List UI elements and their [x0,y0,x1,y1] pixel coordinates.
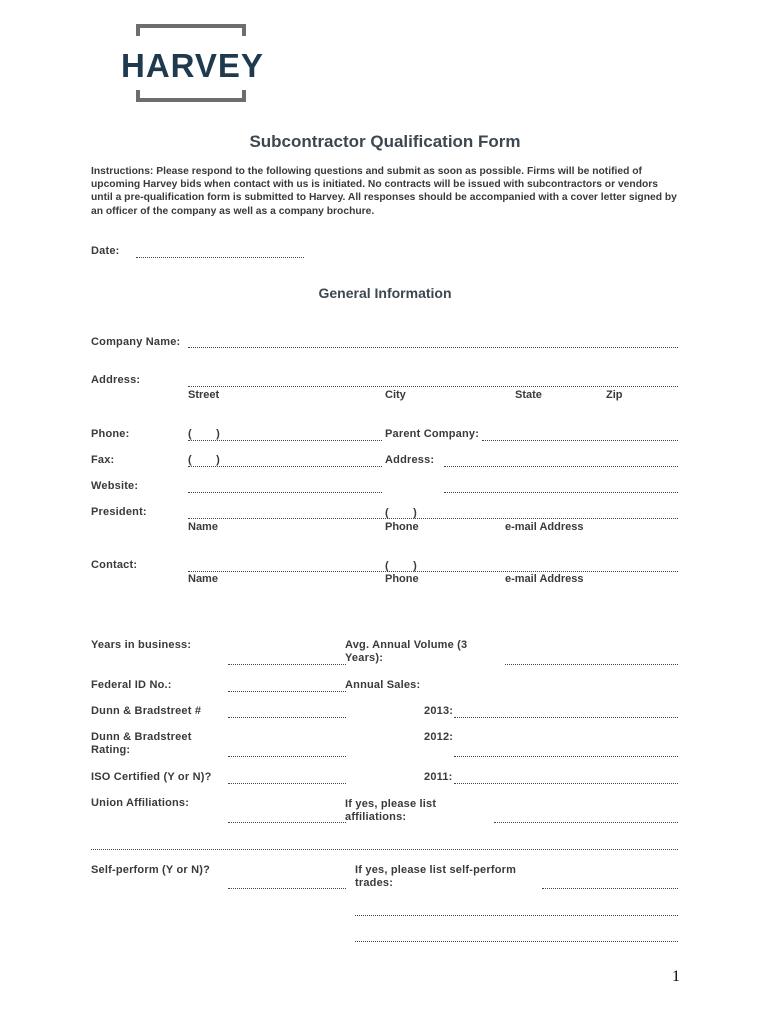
parent-company-label: Parent Company: [385,428,480,440]
contact-area-code: ( ) [385,560,417,572]
president-field[interactable] [188,518,678,519]
page-number: 1 [672,968,680,985]
parent-address-label: Address: [385,454,435,466]
president-name-caption: Name [188,521,218,533]
logo-top-left-tick [136,24,140,36]
date-label: Date: [91,245,120,257]
fax-field[interactable] [188,466,382,467]
logo-top-bar [136,24,246,28]
dunn-bradstreet-label: Dunn & Bradstreet # [91,705,202,717]
year-2011-field[interactable] [454,783,678,784]
list-affiliations-field[interactable] [494,822,678,823]
fax-label: Fax: [91,454,115,466]
contact-phone-caption: Phone [385,573,419,585]
zip-caption: Zip [606,389,623,401]
parent-company-field[interactable] [482,440,678,441]
avg-volume-field[interactable] [505,664,678,665]
fax-area-code: ( ) [188,454,220,466]
section-title: General Information [318,285,452,301]
address-label: Address: [91,374,141,386]
dunn-rating-field[interactable] [228,756,346,757]
trades-extra-line-1[interactable] [355,915,678,916]
year-2013-field[interactable] [454,717,678,718]
contact-label: Contact: [91,559,138,571]
iso-certified-field[interactable] [228,783,346,784]
dunn-rating-label: Dunn & Bradstreet Rating: [91,731,192,756]
logo-top-right-tick [242,24,246,36]
year-2012-label: 2012: [424,731,454,743]
iso-certified-label: ISO Certified (Y or N)? [91,771,212,783]
phone-field[interactable] [188,440,382,441]
years-in-business-field[interactable] [228,664,346,665]
president-email-caption: e-mail Address [505,521,584,533]
phone-label: Phone: [91,428,130,440]
affiliations-extra-line[interactable] [91,849,678,850]
federal-id-label: Federal ID No.: [91,679,172,691]
street-caption: Street [188,389,220,401]
address-field[interactable] [188,386,678,387]
contact-email-caption: e-mail Address [505,573,584,585]
self-perform-field[interactable] [228,888,346,889]
years-in-business-label: Years in business: [91,639,192,651]
president-phone-caption: Phone [385,521,419,533]
year-2012-field[interactable] [454,756,678,757]
city-caption: City [385,389,406,401]
list-trades-field[interactable] [542,888,678,889]
logo-bottom-bar [136,98,246,102]
logo-wordmark: HARVEY [121,47,264,84]
president-area-code: ( ) [385,507,417,519]
dunn-bradstreet-field[interactable] [228,717,346,718]
parent-address-line2-field[interactable] [444,492,678,493]
contact-field[interactable] [188,571,678,572]
state-caption: State [515,389,542,401]
union-affiliations-label: Union Affiliations: [91,797,190,809]
parent-address-field[interactable] [444,466,678,467]
instructions-text: Instructions: Please respond to the following questions and submit as soon as possible. Firms will be notified of upcoming Harvey bids when contact with us is initiated. No contracts will be issued with subcontractors or vendors until a pre-qualification form is submitted to Harvey. All responses should be accompanied with a cover letter signed by an officer of the company as well as a company brochure. [91,166,677,217]
federal-id-field[interactable] [228,691,346,692]
contact-name-caption: Name [188,573,218,585]
logo-bottom-right-tick [242,90,246,102]
president-label: President: [91,506,147,518]
company-name-label: Company Name: [91,336,181,348]
date-field[interactable] [136,257,304,258]
trades-extra-line-2[interactable] [355,941,678,942]
list-trades-label: If yes, please list self-perform trades: [355,864,517,889]
form-title: Subcontractor Qualification Form [249,132,521,151]
website-field[interactable] [188,492,382,493]
year-2011-label: 2011: [424,771,453,783]
self-perform-label: Self-perform (Y or N)? [91,864,211,876]
year-2013-label: 2013: [424,705,454,717]
website-label: Website: [91,480,139,492]
phone-area-code: ( ) [188,428,220,440]
logo-bottom-left-tick [136,90,140,102]
annual-sales-label: Annual Sales: [345,679,421,691]
avg-volume-label: Avg. Annual Volume (3 Years): [345,639,468,664]
company-name-field[interactable] [188,347,678,348]
union-affiliations-field[interactable] [228,822,346,823]
list-affiliations-label: If yes, please list affiliations: [345,798,437,823]
